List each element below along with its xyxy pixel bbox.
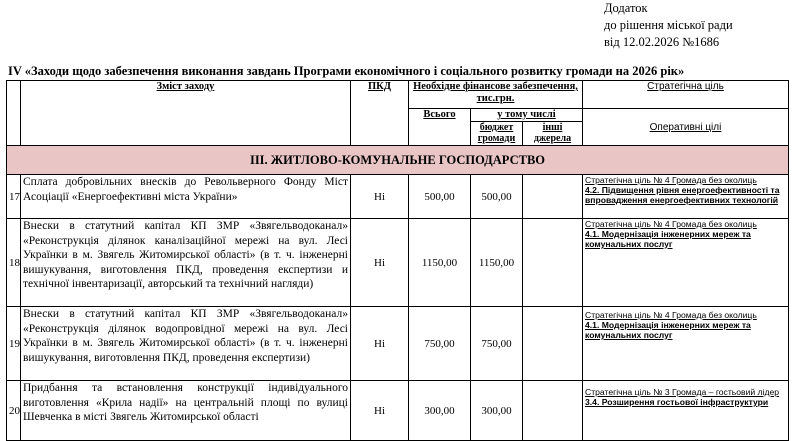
header-funding: Необхідне фінансове забезпечення, тис.грн. <box>409 81 583 109</box>
header-budget: бюджет громади <box>471 122 523 146</box>
row-total: 500,00 <box>409 175 471 219</box>
row-pkd: Ні <box>351 175 409 219</box>
row-pkd: Ні <box>351 381 409 441</box>
row-operational-goal: 3.4. Розширення гостьової інфраструктури <box>585 397 769 407</box>
row-budget: 750,00 <box>471 307 523 381</box>
header-strategic: Стратегічна ціль <box>583 81 789 109</box>
row-total: 750,00 <box>409 307 471 381</box>
row-strategic-goal: Стратегічна ціль № 3 Громада – гостьовий лідер <box>585 387 780 397</box>
row-number: 17 <box>7 175 21 219</box>
row-budget: 300,00 <box>471 381 523 441</box>
row-other <box>523 219 583 307</box>
header-total: Всього <box>409 109 471 146</box>
row-other <box>523 381 583 441</box>
row-strategic-goal: Стратегічна ціль № 4 Громада без околиць <box>585 219 757 229</box>
header-row-1 <box>7 81 789 109</box>
row-strategic-goal: Стратегічна ціль № 4 Громада без околиць <box>585 175 757 185</box>
row-goals <box>583 381 789 441</box>
row-goals <box>583 175 789 219</box>
chapter-row <box>7 146 789 175</box>
addendum-title: Додаток <box>604 1 648 15</box>
header-operational: Оперативні цілі <box>583 109 789 146</box>
header-content: Зміст заходу <box>21 81 351 146</box>
header-including: у тому числі <box>471 109 583 122</box>
row-description: Придбання та встановлення конструкції індивідуального виготовлення «Крила надії» на центральній площі по вулиці Шевченка в місті Звягель Житомирської області <box>21 381 351 441</box>
table-row <box>7 219 789 307</box>
addendum-date: від 12.02.2026 №1686 <box>604 35 720 49</box>
row-description: Сплата добровільних внесків до Револьверного Фонду Міст Асоціації «Енергоефективні міста України» <box>21 175 351 219</box>
row-total: 300,00 <box>409 381 471 441</box>
row-other <box>523 307 583 381</box>
table-row <box>7 307 789 381</box>
row-goals <box>583 219 789 307</box>
addendum-header <box>604 0 733 51</box>
header-pkd: ПКД <box>351 81 409 146</box>
table-row <box>7 381 789 441</box>
row-total: 1150,00 <box>409 219 471 307</box>
row-goals <box>583 307 789 381</box>
row-number: 20 <box>7 381 21 441</box>
row-number: 18 <box>7 219 21 307</box>
row-operational-goal: 4.1. Модернізація інженерних мереж та комунальних послуг <box>585 320 751 340</box>
row-description: Внески в статутний капітал КП ЗМР «Звягельводоканал» «Реконструкція ділянок каналізаційної мережі на вул. Лесі Українки в м. Звягель Житомирської області» (в т. ч. інженерні вишукування, виготовлення ПКД, проведення експертизи и технічної інвентаризації, авторський та технічний нагляди) <box>21 219 351 307</box>
row-budget: 500,00 <box>471 175 523 219</box>
header-num <box>7 81 21 146</box>
row-strategic-goal: Стратегічна ціль № 4 Громада без околиць <box>585 310 757 320</box>
chapter-title: ІІІ. ЖИТЛОВО-КОМУНАЛЬНЕ ГОСПОДАРСТВО <box>7 146 789 175</box>
addendum-decision: до рішення міської ради <box>604 18 733 32</box>
row-pkd: Ні <box>351 307 409 381</box>
section-title: IV «Заходи щодо забезпечення виконання завдань Програми економічного і соціального розвитку громади на 2026 рік» <box>8 64 685 78</box>
row-description: Внески в статутний капітал КП ЗМР «Звягельводоканал» «Реконструкція ділянок водопровідної мережі на вул. Лесі Українки в м. Звягель Житомирської області» (в т. ч. інженерні вишукування, виготовлення ПКД, проведення експертизи) <box>21 307 351 381</box>
row-budget: 1150,00 <box>471 219 523 307</box>
measures-table <box>6 80 789 441</box>
row-operational-goal: 4.2. Підвищення рівня енергоефективності та впровадження енергоефективних технологій <box>585 185 780 205</box>
row-operational-goal: 4.1. Модернізація інженерних мереж та комунальних послуг <box>585 229 751 249</box>
row-pkd: Ні <box>351 219 409 307</box>
row-number: 19 <box>7 307 21 381</box>
row-other <box>523 175 583 219</box>
header-other: інші джерела <box>523 122 583 146</box>
table-row <box>7 175 789 219</box>
